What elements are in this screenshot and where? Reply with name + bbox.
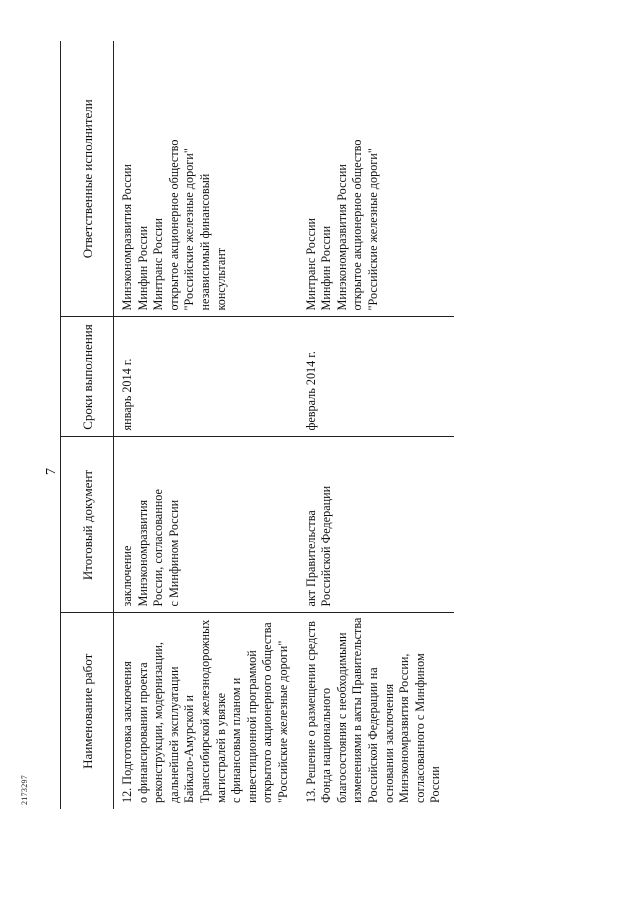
text-line: России — [428, 766, 443, 803]
text-line: заключение — [120, 545, 134, 607]
text-line: дальнейшей эксплуатации — [166, 666, 181, 803]
text-line: Минтранс России — [303, 217, 318, 311]
text-line: Минфин России — [319, 225, 334, 311]
document-code: 2173297 — [20, 774, 29, 805]
text-line: Минтранс России — [151, 217, 166, 311]
text-line: Минэкономразвития России, — [397, 653, 412, 803]
text-line: основании заключения — [381, 683, 396, 803]
text-line: Минэкономразвития России — [334, 164, 349, 311]
text-line: "Российские железные дороги" — [182, 148, 197, 311]
text-line: о финансировании проекта — [135, 662, 150, 803]
table-header-row — [61, 41, 114, 809]
text-line: с финансовым планом и — [229, 677, 244, 803]
text-line: январь 2014 г. — [120, 358, 134, 431]
text-line: инвестиционной программой — [244, 650, 259, 803]
text-line: реконструкции, модернизации, — [151, 642, 166, 803]
text-line: акт Правительства — [303, 510, 318, 607]
header-deadline: Сроки выполнения — [61, 317, 114, 437]
works-table — [60, 41, 454, 809]
cell-final-document — [114, 437, 302, 613]
text-line: Фонда национального — [319, 687, 334, 803]
header-work-name: Наименование работ — [61, 613, 114, 809]
text-line: открытое акционерное общество — [350, 139, 365, 311]
header-final-document: Итоговый документ — [61, 437, 114, 613]
text-line: открытое акционерное общество — [166, 139, 181, 311]
text-line: 12. Подготовка заключения — [120, 661, 134, 803]
text-line: Минэкономразвития России — [120, 164, 134, 311]
cell-executors — [114, 41, 302, 317]
text-line: Байкало-Амурской и — [182, 694, 197, 803]
cell-final-document — [302, 437, 454, 613]
header-executors: Ответственные исполнители — [61, 41, 114, 317]
text-line: изменениями в акты Правительства — [350, 617, 365, 803]
text-line: 13. Решение о размещении средств — [303, 621, 318, 803]
cell-deadline — [302, 317, 454, 437]
text-line: России, согласованное — [151, 489, 166, 607]
text-line: февраль 2014 г. — [303, 351, 318, 431]
text-line: открытого акционерного общества — [260, 622, 275, 803]
text-line: "Российские железные дороги" — [365, 148, 380, 311]
cell-work-name — [302, 613, 454, 809]
cell-work-name — [114, 613, 302, 809]
text-line: согласованного с Минфином — [412, 653, 427, 803]
table-row — [114, 41, 302, 809]
text-line: Минэкономразвития — [135, 499, 150, 607]
text-line: независимый финансовый — [197, 173, 212, 311]
table-row — [302, 41, 454, 809]
text-line: Российской Федерации — [319, 485, 334, 607]
text-line: магистралей в увязке — [213, 692, 228, 803]
text-line: Минфин России — [135, 225, 150, 311]
cell-deadline — [114, 317, 302, 437]
text-line: с Минфином России — [166, 499, 181, 607]
text-line: консультант — [213, 247, 228, 311]
text-line: Транссибирской железнодорожных — [197, 619, 212, 803]
text-line: благосостояния с необходимыми — [334, 632, 349, 803]
page-number: 7 — [44, 468, 59, 475]
cell-executors — [302, 41, 454, 317]
text-line: Российской Федерации на — [365, 667, 380, 803]
text-line: "Российские железные дороги" — [275, 640, 290, 803]
